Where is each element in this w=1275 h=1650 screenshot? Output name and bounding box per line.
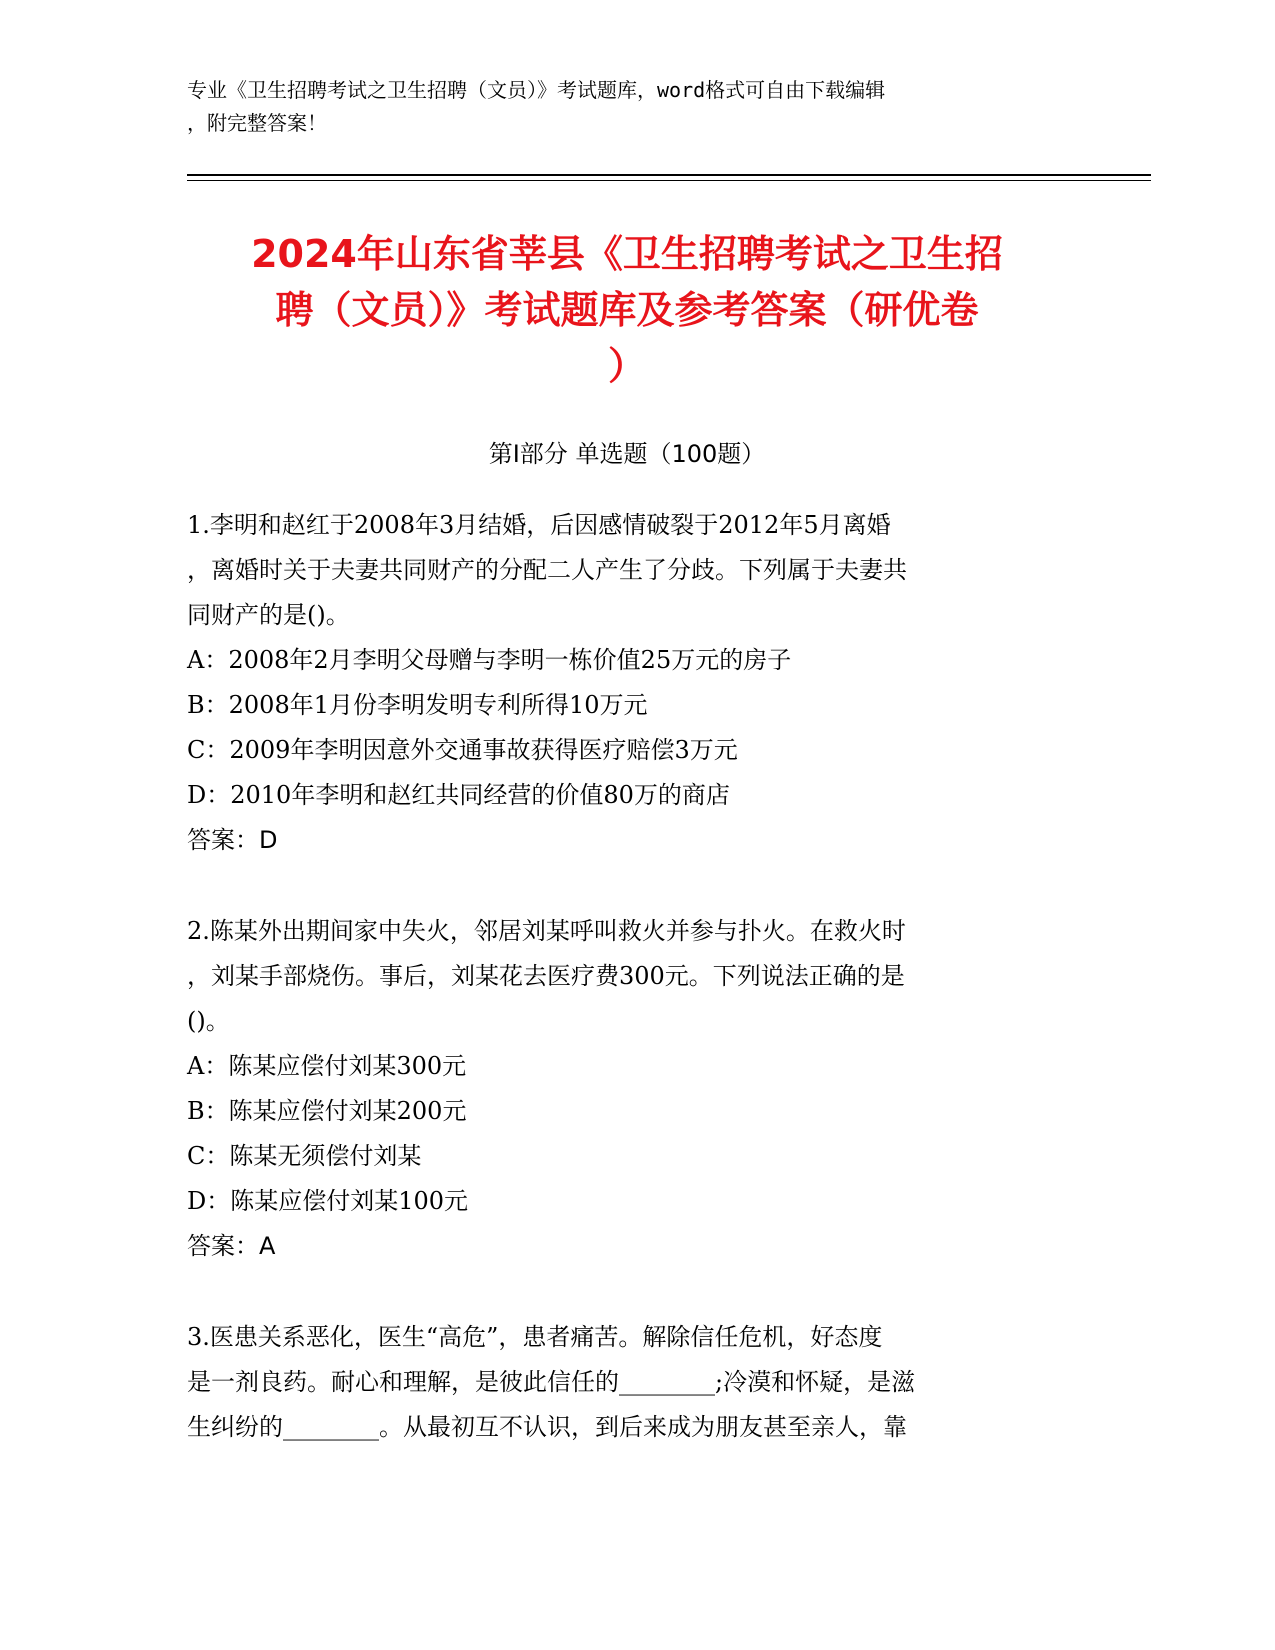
option-d: D：陈某应偿付刘某100元 [187, 1187, 469, 1215]
section-heading: 第Ⅰ部分 单选题（100题） [488, 440, 766, 468]
question-1 [187, 503, 1087, 863]
title-line: 聘（文员）》考试题库及参考答案（研优卷 [275, 288, 979, 332]
question-2 [187, 909, 1087, 1269]
header-divider-thick [187, 174, 1151, 176]
option-d: D：2010年李明和赵红共同经营的价值80万的商店 [187, 781, 730, 809]
question-text-line: ，刘某手部烧伤。事后，刘某花去医疗费300元。下列说法正确的是 [187, 962, 905, 990]
title-line: ） [607, 344, 646, 388]
header-note [187, 74, 1067, 140]
option-b: B：2008年1月份李明发明专利所得10万元 [187, 691, 648, 719]
question-text-line: 1.李明和赵红于2008年3月结婚，后因感情破裂于2012年5月离婚 [187, 511, 891, 539]
answer-label: 答案：A [187, 1232, 276, 1260]
option-a: A：陈某应偿付刘某300元 [187, 1052, 467, 1080]
option-a: A：2008年2月李明父母赠与李明一栋价值25万元的房子 [187, 646, 792, 674]
document-title [187, 226, 1067, 394]
question-text-line: 3.医患关系恶化，医生“高危”，患者痛苦。解除信任危机，好态度 [187, 1323, 883, 1351]
question-text-line: 生纠纷的________。从最初互不认识，到后来成为朋友甚至亲人，靠 [187, 1413, 907, 1441]
question-3 [187, 1315, 1087, 1450]
answer-label: 答案：D [187, 826, 278, 854]
option-b: B：陈某应偿付刘某200元 [187, 1097, 467, 1125]
title-line: 2024年山东省莘县《卫生招聘考试之卫生招 [251, 232, 1003, 276]
question-text-line: 2.陈某外出期间家中失火，邻居刘某呼叫救火并参与扑火。在救火时 [187, 917, 906, 945]
header-divider-thin [187, 180, 1151, 181]
question-text-line: 同财产的是()。 [187, 601, 350, 629]
option-c: C：陈某无须偿付刘某 [187, 1142, 422, 1170]
question-text-line: ()。 [187, 1007, 230, 1035]
question-text-line: ，离婚时关于夫妻共同财产的分配二人产生了分歧。下列属于夫妻共 [187, 556, 907, 584]
header-note-line: ，附完整答案！ [187, 111, 327, 135]
question-text-line: 是一剂良药。耐心和理解，是彼此信任的________;冷漠和怀疑，是滋 [187, 1368, 916, 1396]
header-note-line: 专业《卫生招聘考试之卫生招聘（文员）》考试题库，word格式可自由下载编辑 [187, 78, 886, 102]
option-c: C：2009年李明因意外交通事故获得医疗赔偿3万元 [187, 736, 738, 764]
